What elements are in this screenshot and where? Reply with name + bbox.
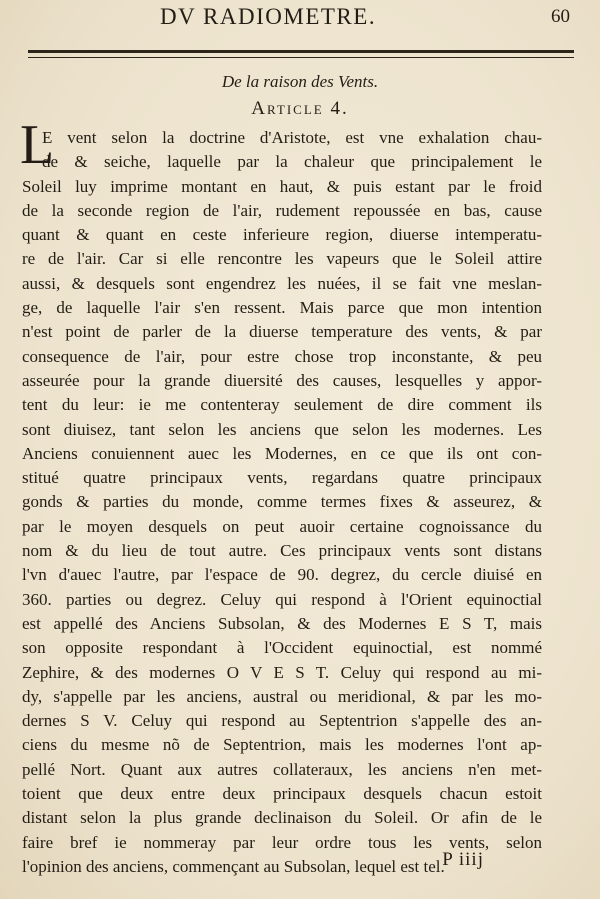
text-line: stitué quatre principaux vents, regardans quatre principaux (22, 468, 542, 488)
text-line: son opposite respondant à l'Occident equinoctial, est nommé (22, 638, 542, 658)
header-rule-thin (28, 57, 574, 58)
text-line: aussi, & desquels sont engendrez les nuées, il se fait vne meslan- (22, 273, 542, 293)
running-head: DV RADIOMETRE. (160, 4, 377, 29)
text-line: ge, de laquelle l'air s'en ressent. Mais parce que mon intention (22, 298, 542, 318)
article-heading: Article 4. (251, 98, 349, 119)
text-line: est appellé des Anciens Subsolan, & des Modernes E S T, mais (22, 613, 542, 633)
drop-cap: L (20, 114, 55, 176)
text-line: dy, s'appelle par les anciens, austral ou meridional, & par les mo- (22, 686, 542, 706)
page-number: 60 (551, 6, 570, 27)
text-line: consequence de l'air, pour estre chose trop inconstante, & peu (22, 346, 542, 366)
text-line: gonds & parties du monde, comme termes fixes & asseurez, & (22, 492, 542, 512)
text-line: 360. parties ou degrez. Celuy qui respond à l'Orient equinoctial (22, 589, 542, 609)
text-line: l'vn d'auec l'autre, par l'espace de 90. degrez, du cercle diuisé en (22, 565, 542, 585)
text-line: quant & quant en ceste inferieure region, diuerse intemperatu- (22, 225, 542, 245)
section-title: De la raison des Vents. (221, 72, 379, 91)
text-line: Soleil luy imprime montant en haut, & puis estant par le froid (22, 176, 542, 196)
text-line: tent du leur: ie me contenteray seulement de dire comment ils (22, 395, 542, 415)
body-text (22, 126, 542, 879)
text-line: de & seiche, laquelle par la chaleur que principalement le (42, 152, 542, 172)
text-line: dernes S V. Celuy qui respond au Septentrion s'appelle des an- (22, 711, 542, 731)
text-line: pellé Nort. Quant aux autres collateraux, les anciens n'en met- (22, 759, 542, 779)
text-line: par le moyen desquels on peut auoir certaine cognoissance du (22, 516, 542, 536)
text-line: de la seconde region de l'air, rudement repoussée en bas, cause (22, 200, 542, 220)
text-line: ciens du mesme nõ de Septentrion, mais les modernes l'ont ap- (22, 735, 542, 755)
text-line: sont diuisez, tant selon les anciens que selon les modernes. Les (22, 419, 542, 439)
text-line: l'opinion des anciens, commençant au Subsolan, lequel est tel. (22, 856, 445, 876)
text-line: asseurée pour la grande diuersité des causes, lesquelles y appor- (22, 370, 542, 390)
text-line: faire bref ie nommeray par leur ordre tous les vents, selon (22, 832, 542, 852)
text-line: toient que deux entre deux principaux desquels chacun estoit (22, 784, 542, 804)
text-line: E vent selon la doctrine d'Aristote, est vne exhalation chau- (42, 128, 542, 147)
text-line: Anciens conuiennent auec les Modernes, en ce que ils ont con- (22, 443, 542, 463)
signature-mark: P iiij (442, 849, 484, 870)
text-line: re de l'air. Car si elle rencontre les vapeurs que le Soleil attire (22, 249, 542, 269)
text-line: n'est point de parler de la diuerse temperature des vents, & par (22, 322, 542, 342)
text-line: nom & du lieu de tout autre. Ces principaux vents sont distans (22, 541, 542, 561)
text-line: distant selon la plus grande declinaison du Soleil. Or afin de le (22, 808, 542, 828)
text-line: Zephire, & des modernes O V E S T. Celuy qui respond au mi- (22, 662, 542, 682)
header-rule (28, 50, 574, 53)
